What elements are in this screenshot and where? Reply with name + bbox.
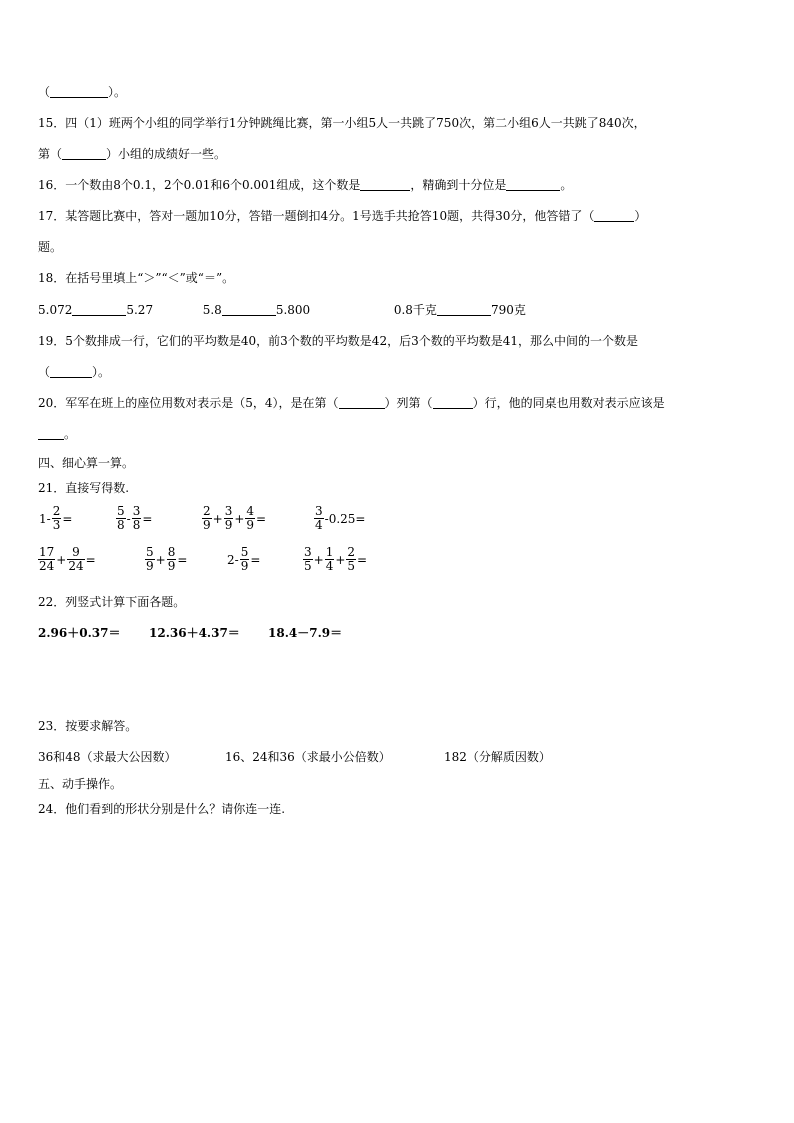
question-22-title: 22．列竖式计算下面各题。 [38, 595, 186, 609]
question-19-line2: （ ）。 [38, 365, 111, 379]
compare-blank[interactable] [437, 303, 491, 316]
fraction [240, 546, 250, 573]
fraction-numerator: 5 [117, 504, 125, 518]
fraction-denominator: 4 [315, 518, 323, 532]
operator-text: = [256, 511, 267, 526]
fraction [116, 505, 126, 532]
operator-text: = [250, 552, 261, 567]
fraction-numerator: 17 [39, 545, 55, 559]
operator-text: = [85, 552, 96, 567]
section-4-heading: 四、细心算一算。 [38, 456, 135, 470]
fraction-numerator: 8 [167, 545, 176, 559]
operator-text: + [313, 552, 324, 567]
question-20-line1: 20．军军在班上的座位用数对表示是（5，4），是在第（ ）列第（ ）行，他的同桌也用数对表示应该是 [38, 396, 665, 410]
fraction-denominator: 8 [117, 518, 125, 532]
fraction-denominator: 9 [146, 559, 154, 573]
question-17-line2: 题。 [38, 240, 63, 254]
q23-item: 36和48（求最大公因数） [38, 750, 177, 764]
operator-text: + [155, 552, 166, 567]
q21-expr [145, 546, 188, 573]
q22-item: 12.36＋4.37＝ [149, 626, 240, 640]
operator-text: -0.25= [324, 511, 366, 526]
fraction [202, 505, 212, 532]
operator-text: 2- [227, 552, 239, 567]
answer-blank[interactable] [38, 427, 64, 440]
question-16: 16．一个数由8个0.1，2个0.01和6个0.001组成，这个数是 ，精确到十分位是 。 [38, 178, 573, 192]
fraction-denominator: 5 [347, 559, 356, 573]
fraction-denominator: 9 [203, 518, 211, 532]
fraction [224, 505, 234, 532]
q21-expr [226, 546, 261, 573]
question-21-title: 21．直接写得数. [38, 481, 130, 495]
answer-blank[interactable] [594, 209, 634, 222]
operator-text: = [62, 511, 73, 526]
fraction-numerator: 5 [146, 545, 154, 559]
fraction-denominator: 9 [240, 559, 249, 573]
fraction [303, 546, 313, 573]
operator-text: + [335, 552, 346, 567]
fraction-numerator: 4 [246, 504, 255, 518]
q21-expr [38, 546, 97, 573]
fraction-denominator: 9 [167, 559, 176, 573]
question-18-items: 5.072 5.27 5.8 5.800 0.8千克 790克 [38, 303, 526, 317]
fraction-denominator: 24 [39, 559, 55, 573]
question-15-line1: 15．四（1）班两个小组的同学举行1分钟跳绳比赛，第一小组5人一共跳了750次，第二小组6人一共跳了840次， [38, 116, 646, 130]
fraction-denominator: 4 [325, 559, 334, 573]
fraction-numerator: 3 [224, 504, 233, 518]
fraction-numerator: 2 [52, 504, 61, 518]
operator-text: = [177, 552, 188, 567]
answer-blank[interactable] [339, 396, 385, 409]
fraction [67, 546, 84, 573]
q14-answer-tail: （ ）。 [38, 85, 127, 99]
operator-text: 1- [39, 511, 51, 526]
fraction-numerator: 1 [325, 545, 334, 559]
question-19-line1: 19．5个数排成一行，它们的平均数是40，前3个数的平均数是42，后3个数的平均数是41，那么中间的一个数是 [38, 334, 638, 348]
answer-blank[interactable] [433, 396, 473, 409]
fraction [346, 546, 356, 573]
compare-blank[interactable] [222, 303, 276, 316]
question-20-line2: 。 [38, 426, 76, 442]
fraction [38, 546, 55, 573]
fraction-numerator: 2 [203, 504, 211, 518]
answer-blank[interactable] [360, 178, 410, 191]
fraction-numerator: 3 [132, 504, 141, 518]
fraction-numerator: 9 [72, 545, 80, 559]
fraction-numerator: 5 [240, 545, 249, 559]
fraction-denominator: 5 [304, 559, 312, 573]
q22-item: 2.96＋0.37＝ [38, 626, 121, 640]
question-17-line1: 17．某答题比赛中，答对一题加10分，答错一题倒扣4分。1号选手共抢答10题，共得30分，他答错了（ ） [38, 209, 647, 223]
q23-item: 16、24和36（求最小公倍数） [225, 750, 391, 764]
question-15-line2: 第（ ）小组的成绩好一些。 [38, 147, 227, 161]
fraction-denominator: 24 [68, 559, 84, 573]
q21-expr [38, 505, 73, 532]
operator-text: + [56, 552, 67, 567]
operator-text: + [234, 511, 245, 526]
operator-text: + [212, 511, 223, 526]
fraction [145, 546, 155, 573]
q21-expr [116, 505, 153, 532]
fraction-numerator: 2 [347, 545, 356, 559]
fraction-numerator: 3 [304, 545, 312, 559]
fraction-numerator: 3 [315, 504, 323, 518]
operator-text: = [142, 511, 153, 526]
fraction-denominator: 8 [132, 518, 141, 532]
question-24-title: 24．他们看到的形状分别是什么？请你连一连. [38, 802, 286, 816]
q21-expr [202, 505, 267, 532]
q21-expr [303, 546, 368, 573]
fraction [325, 546, 335, 573]
question-18-title: 18．在括号里填上“＞”“＜”或“＝”。 [38, 271, 235, 285]
answer-blank[interactable] [50, 85, 108, 98]
question-23-title: 23．按要求解答。 [38, 719, 138, 733]
fraction [167, 546, 177, 573]
q21-expr [314, 505, 366, 532]
fraction [314, 505, 324, 532]
fraction [52, 505, 62, 532]
fraction-denominator: 3 [52, 518, 61, 532]
q23-item: 182（分解质因数） [444, 750, 551, 764]
section-5-heading: 五、动手操作。 [38, 777, 123, 791]
answer-blank[interactable] [62, 147, 106, 160]
fraction-denominator: 9 [224, 518, 233, 532]
answer-blank[interactable] [50, 365, 92, 378]
compare-blank[interactable] [72, 303, 126, 316]
fraction [132, 505, 142, 532]
fraction-denominator: 9 [246, 518, 255, 532]
operator-text: - [126, 511, 131, 526]
fraction [245, 505, 255, 532]
answer-blank[interactable] [506, 178, 560, 191]
q22-item: 18.4－7.9＝ [268, 626, 343, 640]
operator-text: = [357, 552, 368, 567]
